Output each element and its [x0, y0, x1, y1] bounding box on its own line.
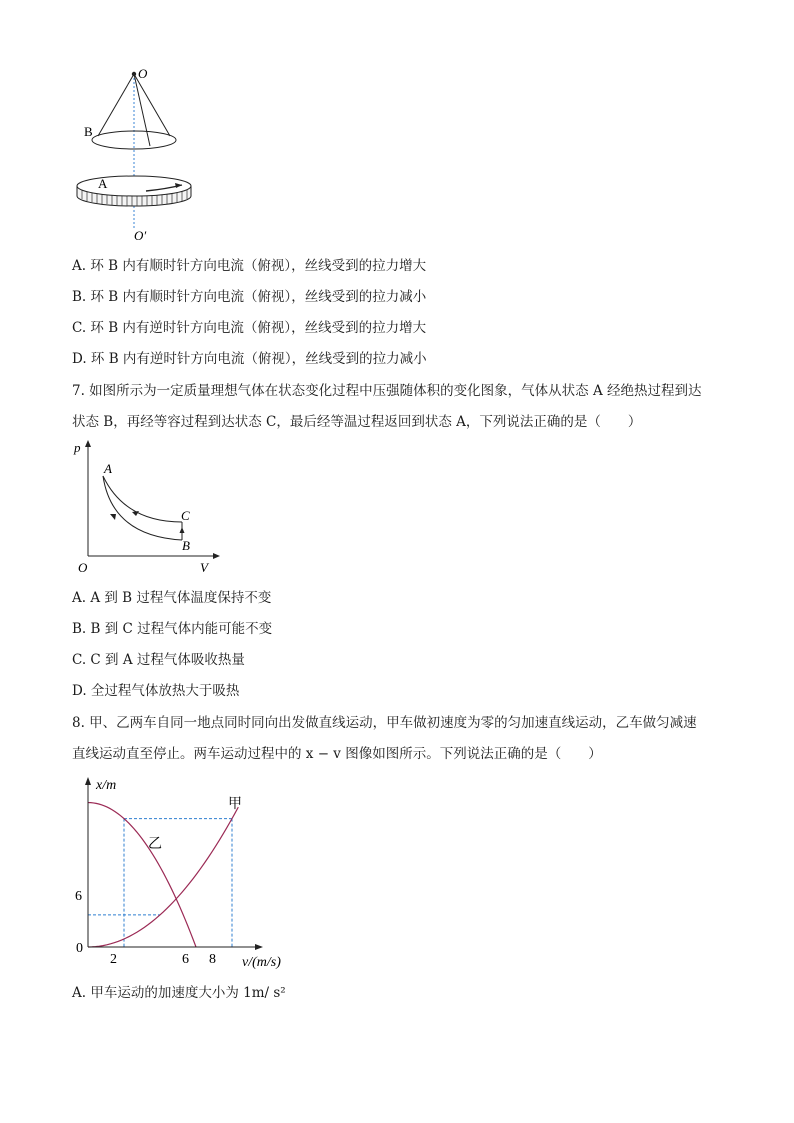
q7-option-b: B. B 到 C 过程气体内能可能不变 — [72, 621, 273, 637]
q6-option-a: A. 环 B 内有顺时针方向电流（俯视），丝线受到的拉力增大 — [72, 258, 427, 274]
q8-option-a: A. 甲车运动的加速度大小为 1m/ s² — [72, 985, 286, 1001]
q8-xv-chart — [70, 770, 310, 970]
q7-stem-line1: 7. 如图所示为一定质量理想气体在状态变化过程中压强随体积的变化图象，气体从状态 A 经绝热过程到达 — [72, 383, 702, 399]
q6-option-d: D. 环 B 内有逆时针方向电流（俯视），丝线受到的拉力减小 — [72, 351, 427, 367]
label-A: A — [98, 176, 108, 191]
point-A-label: A — [104, 461, 112, 476]
label-O-prime: O′ — [134, 228, 147, 243]
curve-A-to-B — [103, 476, 182, 540]
point-B-label: B — [182, 538, 190, 553]
axis-V-label: V — [200, 560, 208, 575]
q8-stem-line1: 8. 甲、乙两车自同一地点同时同向出发做直线运动，甲车做初速度为零的匀加速直线运动，乙车做匀减速 — [72, 715, 697, 731]
q6-option-b: B. 环 B 内有顺时针方向电流（俯视），丝线受到的拉力减小 — [72, 289, 427, 305]
string-left — [98, 74, 134, 136]
string-middle — [134, 74, 150, 146]
y-axis-arrow — [85, 777, 91, 785]
q7-option-c: C. C 到 A 过程气体吸收热量 — [72, 652, 245, 668]
q6-option-c: C. 环 B 内有逆时针方向电流（俯视），丝线受到的拉力增大 — [72, 320, 427, 336]
x-axis-label: v/(m/s) — [242, 955, 281, 970]
q7-option-a: A. A 到 B 过程气体温度保持不变 — [72, 590, 272, 606]
string-right — [134, 74, 170, 136]
q7-pv-figure — [70, 436, 230, 576]
y-tick-0: 0 — [76, 941, 83, 956]
arrow-B-to-C — [180, 527, 185, 533]
origin-label: O — [78, 560, 88, 575]
y-axis-label: x/m — [96, 778, 117, 793]
p-axis-arrow — [85, 440, 91, 447]
x-tick-6: 6 — [182, 952, 189, 967]
label-B: B — [84, 124, 93, 139]
v-axis-arrow — [213, 553, 220, 559]
curve-jia — [88, 807, 238, 947]
x-tick-8: 8 — [209, 952, 216, 967]
q7-option-d: D. 全过程气体放热大于吸热 — [72, 683, 240, 699]
y-tick-6: 6 — [75, 889, 82, 904]
point-O — [132, 72, 136, 76]
series-label-jia: 甲 — [228, 797, 242, 812]
x-tick-2: 2 — [110, 952, 117, 967]
arrow-C-to-A — [132, 511, 139, 516]
label-O: O — [138, 66, 148, 81]
q7-stem-line2: 状态 B，再经等容过程到达状态 C，最后经等温过程返回到状态 A，下列说法正确的是（ ） — [72, 414, 642, 430]
x-axis-arrow — [255, 944, 263, 950]
point-C-label: C — [181, 508, 190, 523]
curve-yi — [88, 803, 196, 947]
axis-p-label: p — [74, 440, 81, 455]
curves — [88, 803, 238, 947]
series-label-yi: 乙 — [148, 837, 162, 852]
q8-stem-line2: 直线运动直至停止。两车运动过程中的 x − v 图像如图所示。下列说法正确的是（ ） — [72, 746, 602, 762]
disc-A-top — [77, 176, 191, 196]
q6-figure — [70, 62, 210, 244]
arrow-A-to-B — [110, 514, 116, 520]
